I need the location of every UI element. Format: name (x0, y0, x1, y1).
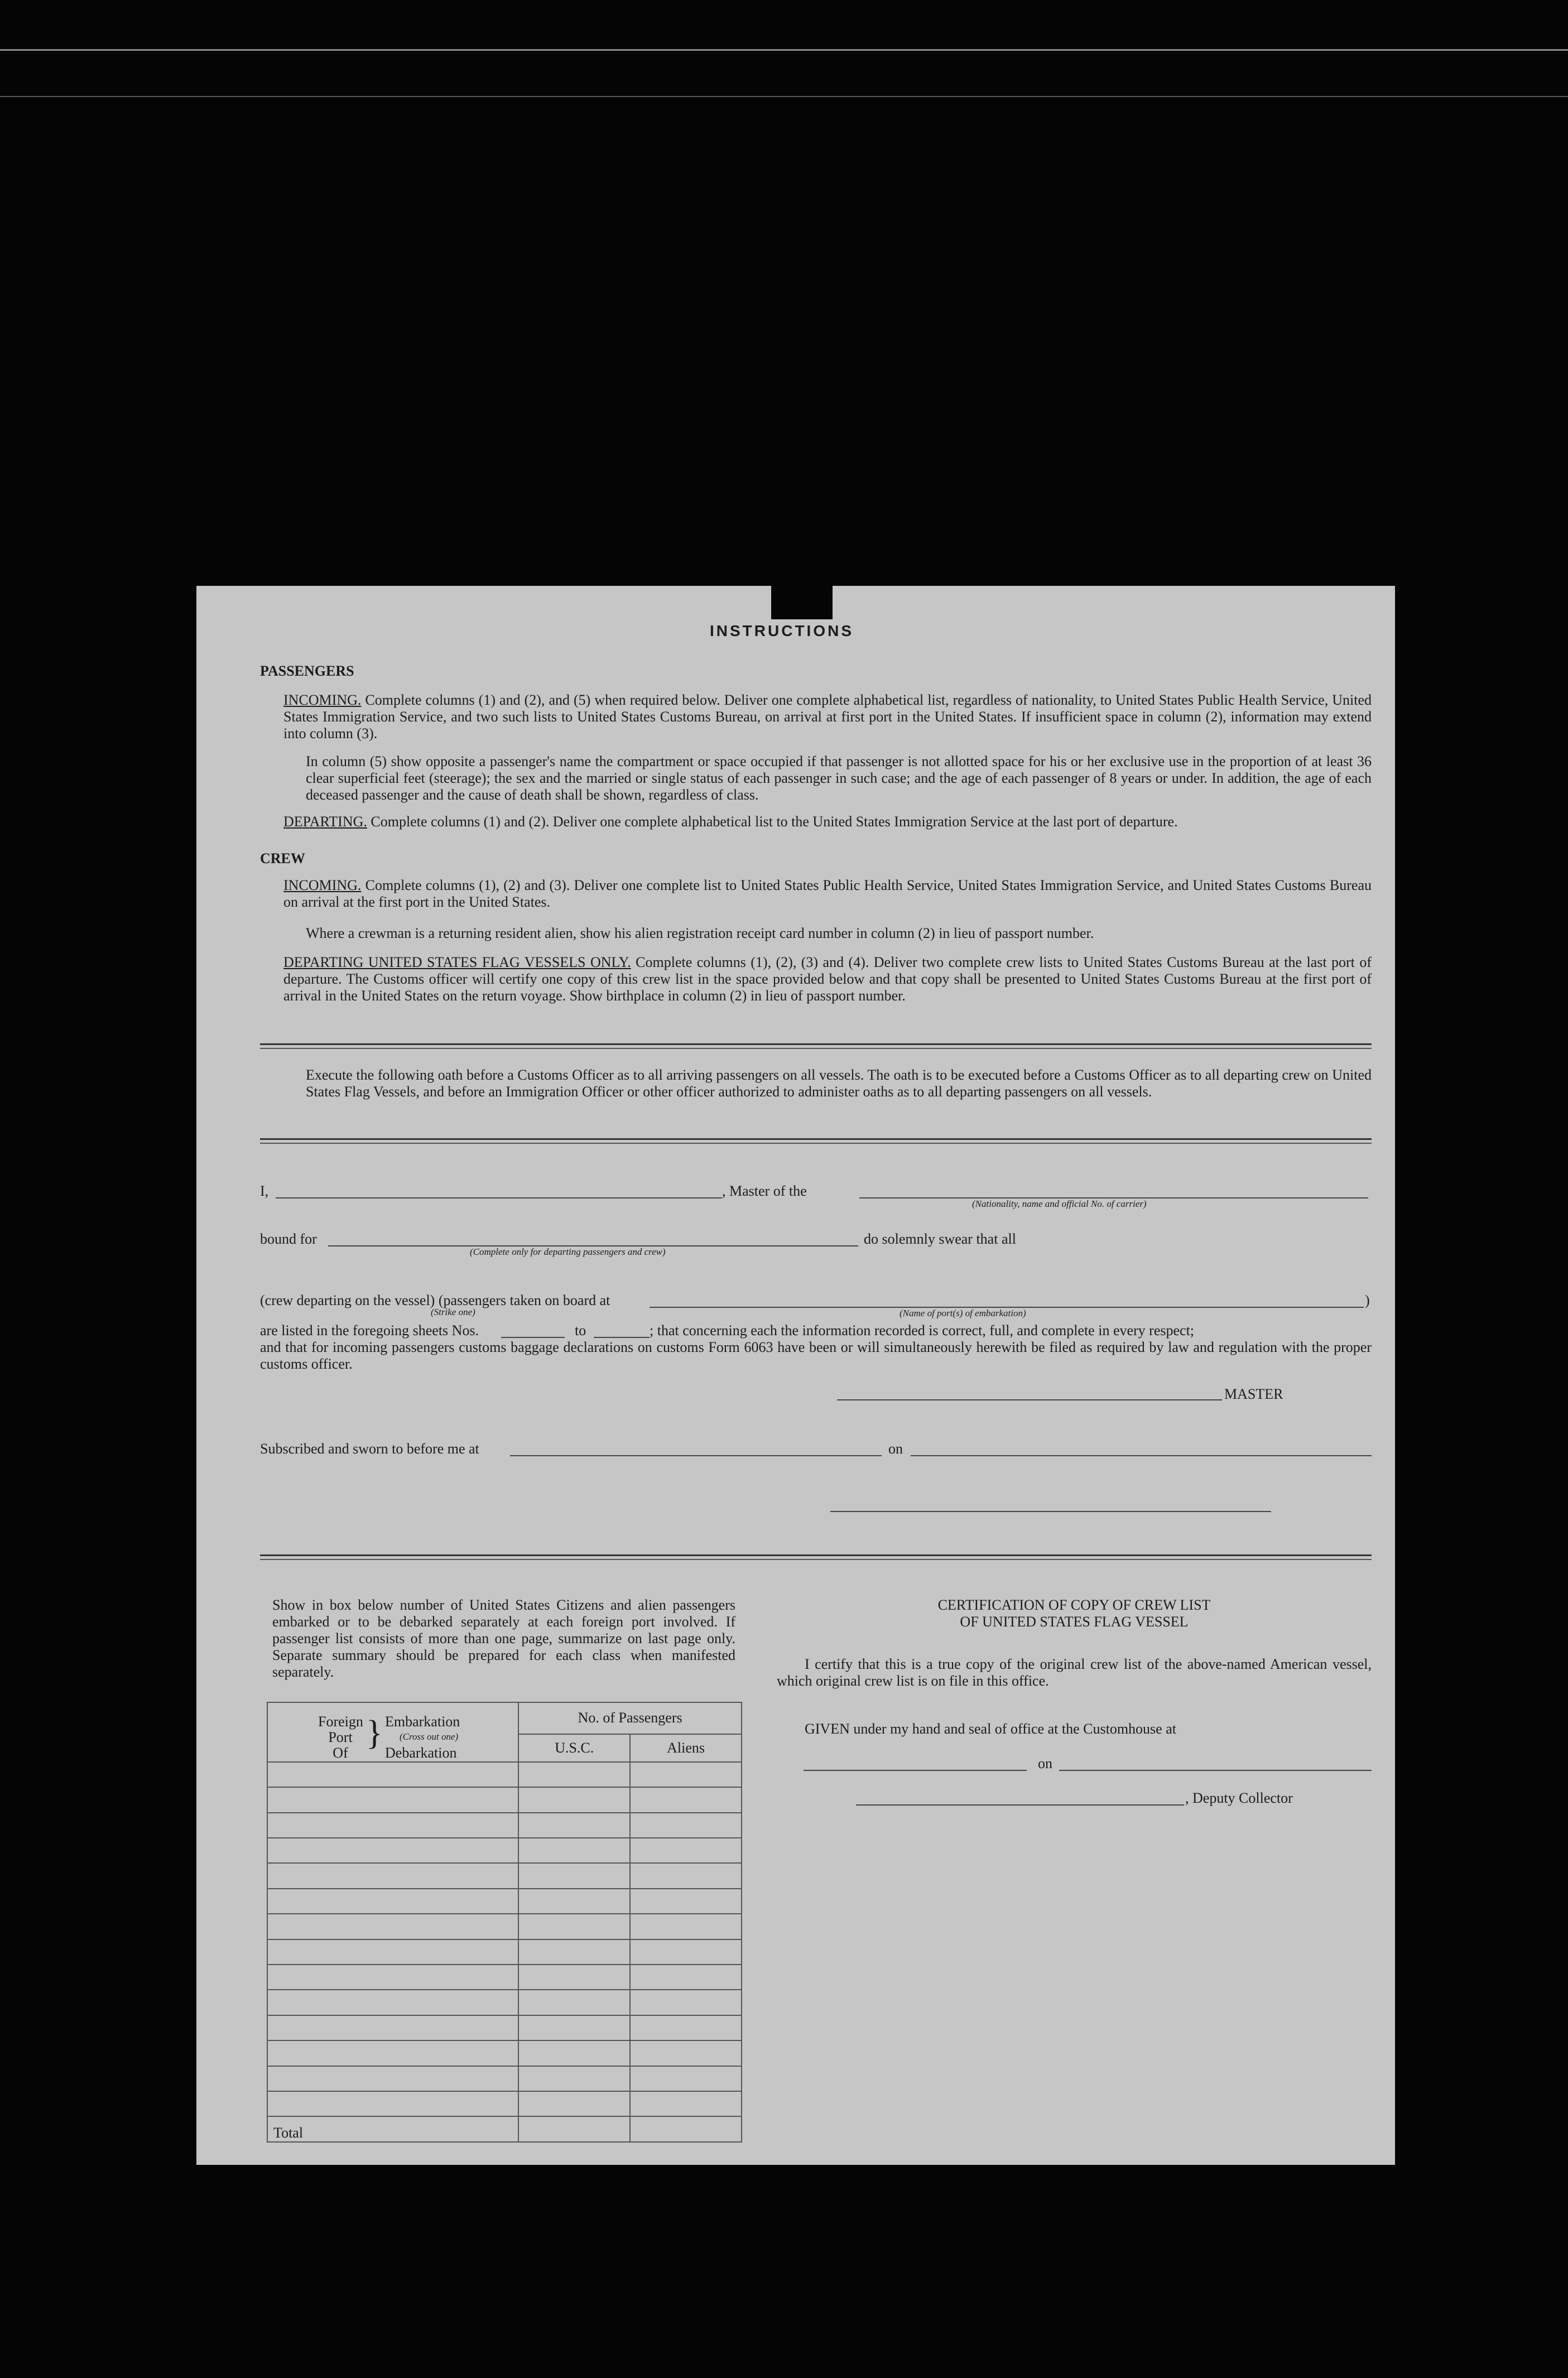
total-label: Total (267, 2116, 518, 2142)
table-row (267, 1787, 742, 1812)
usc-cell[interactable] (518, 1939, 630, 1965)
flag-vessels-label: DEPARTING UNITED STATES FLAG VESSELS ONLY. (283, 954, 631, 970)
no-of-passengers-header: No. of Passengers (518, 1702, 742, 1734)
listed-continuation: and that for incoming passengers customs baggage declarations on customs Form 6063 have been or will simultaneously herewith be filed as required by law and regulation with the proper customs officer. (260, 1339, 1372, 1372)
aliens-cell[interactable] (630, 2091, 742, 2116)
table-row (267, 1965, 742, 1990)
usc-cell[interactable] (518, 1762, 630, 1787)
departing-text: Complete columns (1) and (2). Deliver one complete alphabetical list to the United States Immigration Service at the last port of departure. (371, 813, 1178, 830)
table-row (267, 1990, 742, 2015)
usc-cell[interactable] (518, 2091, 630, 2116)
aliens-cell[interactable] (630, 1990, 742, 2015)
aliens-cell[interactable] (630, 2015, 742, 2040)
aliens-cell[interactable] (630, 1939, 742, 1965)
listed-to: to (575, 1322, 586, 1339)
section-divider (260, 1559, 1372, 1560)
section-divider (260, 1554, 1372, 1556)
table-row (267, 1914, 742, 1939)
departing-label: DEPARTING. (283, 813, 367, 830)
aliens-cell[interactable] (630, 1965, 742, 1990)
table-row (267, 1863, 742, 1888)
passengers-departing-paragraph (283, 813, 1372, 830)
usc-cell[interactable] (518, 1914, 630, 1939)
flag-vessels-text: Complete columns (1), (2), (3) and (4). Deliver two complete crew lists to United States Customs Bureau at the last port of departure. The Customs officer will certify one copy of this crew list in the space provided below and that copy shall be presented to United States Customs Bureau at the first port of arrival in the United States on the return voyage. Show birthplace in column (2) in lieu of passport number. (283, 954, 1372, 1004)
usc-cell[interactable] (518, 1889, 630, 1914)
usc-cell[interactable] (518, 2040, 630, 2066)
table-row (267, 1813, 742, 1838)
deputy-signature-field[interactable] (856, 1804, 1184, 1806)
listed-prefix: are listed in the foregoing sheets Nos. (260, 1322, 479, 1339)
port-cell[interactable] (267, 2040, 518, 2066)
crew-incoming-text: Complete columns (1), (2) and (3). Deliver one complete list to United States Public Health Service, United States Immigration Service, and United States Customs Bureau on arrival at the first port in the United States. (283, 877, 1372, 910)
sworn-on-label: on (888, 1441, 903, 1457)
oath-intro-paragraph: Execute the following oath before a Customs Officer as to all arriving passengers on all vessels. The oath is to be executed before a Customs Officer as to all departing crew on United States Flag Vessels, and before an Immigration Officer or other officer authorized to administer oaths as to all departing passengers on all vessels. (306, 1067, 1372, 1100)
usc-cell[interactable] (518, 1813, 630, 1838)
port-cell[interactable] (267, 1813, 518, 1838)
close-paren: ) (1365, 1292, 1370, 1308)
aliens-cell[interactable] (630, 2066, 742, 2091)
strike-one-caption: (Strike one) (431, 1307, 475, 1317)
table-row (267, 1762, 742, 1787)
master-of-label: , Master of the (722, 1183, 807, 1199)
crew-incoming-label: INCOMING. (283, 877, 362, 893)
incoming-label: INCOMING. (283, 692, 362, 708)
oath-i-label: I, (260, 1183, 269, 1199)
passengers-heading: PASSENGERS (260, 663, 354, 679)
usc-total-cell[interactable] (518, 2116, 630, 2142)
passengers-incoming-paragraph (283, 692, 1372, 742)
master-signature-field[interactable] (837, 1399, 1222, 1400)
certification-text: I certify that this is a true copy of the original crew list of the above-named American vessel, which original crew list is on file in this office. (777, 1656, 1372, 1689)
table-row (267, 2015, 742, 2040)
crew-heading: CREW (260, 850, 305, 867)
port-label: Port (328, 1729, 353, 1746)
usc-cell[interactable] (518, 2066, 630, 2091)
summary-note: Show in box below number of United States Citizens and alien passengers embarked or to be debarked separately at each foreign port involved. If passenger list consists of more than one page, summarize on last page only. Separate summary should be prepared for each class when manifested separately. (272, 1597, 735, 1680)
port-cell[interactable] (267, 1965, 518, 1990)
section-divider (260, 1048, 1372, 1049)
port-cell[interactable] (267, 1939, 518, 1965)
port-cell[interactable] (267, 2091, 518, 2116)
port-cell[interactable] (267, 1914, 518, 1939)
deputy-collector-label: , Deputy Collector (1185, 1790, 1293, 1806)
usc-header: U.S.C. (518, 1734, 630, 1762)
usc-cell[interactable] (518, 2015, 630, 2040)
certification-title-line1: CERTIFICATION OF COPY OF CREW LIST (937, 1597, 1211, 1613)
aliens-cell[interactable] (630, 1762, 742, 1787)
bound-for-label: bound for (260, 1231, 317, 1247)
table-row (267, 2091, 742, 2116)
port-caption: (Name of port(s) of embarkation) (900, 1308, 1026, 1318)
embarkation-label: Embarkation (385, 1713, 460, 1730)
table-row (267, 2066, 742, 2091)
port-cell[interactable] (267, 1863, 518, 1888)
sheet-to-field[interactable] (594, 1337, 650, 1338)
subscribed-label: Subscribed and sworn to before me at (260, 1441, 479, 1457)
certification-date-field[interactable] (1059, 1770, 1372, 1771)
nationality-caption: (Nationality, name and official No. of carrier) (972, 1198, 1147, 1209)
resident-alien-paragraph: Where a crewman is a returning resident alien, show his alien registration receipt card number in column (2) in lieu of passport number. (306, 925, 1094, 941)
swear-label: do solemnly swear that all (864, 1231, 1016, 1247)
aliens-header: Aliens (630, 1734, 742, 1762)
of-label: Of (333, 1745, 348, 1761)
flag-vessels-paragraph (283, 954, 1372, 1004)
crew-departing-label: (crew departing on the vessel) (passengers taken on board at (260, 1292, 610, 1308)
port-cell[interactable] (267, 2066, 518, 2091)
aliens-cell[interactable] (630, 1863, 742, 1888)
usc-cell[interactable] (518, 1863, 630, 1888)
sworn-place-field[interactable] (510, 1455, 882, 1456)
aliens-cell[interactable] (630, 1813, 742, 1838)
cross-out-caption: (Cross out one) (400, 1731, 459, 1742)
officer-signature-field[interactable] (830, 1511, 1271, 1512)
table-row (267, 1939, 742, 1965)
aliens-cell[interactable] (630, 2040, 742, 2066)
page-clip-shadow (771, 580, 833, 619)
port-cell[interactable] (267, 1762, 518, 1787)
aliens-cell[interactable] (630, 1787, 742, 1812)
column5-paragraph: In column (5) show opposite a passenger's name the compartment or space occupied if that passenger is not allotted space for his or her exclusive use in the proportion of at least 36 clear superficial feet (steerage); the sex and the married or single status of each passenger in such case; and the age of each passenger of 8 years or under. In addition, the age of each deceased passenger and the cause of death shall be shown, regardless of class. (306, 753, 1372, 803)
section-divider (260, 1138, 1372, 1140)
table-row (267, 1838, 742, 1863)
incoming-text: Complete columns (1) and (2), and (5) when required below. Deliver one complete alphabetical list, regardless of nationality, to United States Public Health Service, United States Immigration Service, and two such lists to United States Customs Bureau, on arrival at first port in the United States. If insufficient space in column (2), information may extend into column (3). (283, 692, 1372, 742)
listed-suffix: ; that concerning each the information recorded is correct, full, and complete in every respect; (650, 1322, 1195, 1339)
sworn-date-field[interactable] (911, 1455, 1372, 1456)
bound-for-caption: (Complete only for departing passengers and crew) (470, 1246, 666, 1257)
foreign-label: Foreign (318, 1713, 363, 1730)
master-label: MASTER (1224, 1386, 1283, 1402)
aliens-cell[interactable] (630, 1838, 742, 1863)
aliens-total-cell[interactable] (630, 2116, 742, 2142)
aliens-cell[interactable] (630, 1914, 742, 1939)
crew-incoming-paragraph (283, 877, 1372, 911)
port-cell[interactable] (267, 2015, 518, 2040)
film-edge-line (0, 49, 1568, 51)
passenger-summary-table (267, 1702, 742, 2143)
debarkation-label: Debarkation (385, 1745, 457, 1761)
section-divider (260, 1143, 1372, 1144)
port-cell[interactable] (267, 1990, 518, 2015)
table-row (267, 1889, 742, 1914)
section-divider (260, 1043, 1372, 1045)
sheet-from-field[interactable] (501, 1337, 565, 1338)
certification-title-line2: OF UNITED STATES FLAG VESSEL (960, 1614, 1189, 1630)
certification-on-label: on (1038, 1755, 1052, 1772)
aliens-cell[interactable] (630, 1889, 742, 1914)
certification-given: GIVEN under my hand and seal of office at the Customhouse at (805, 1721, 1176, 1737)
instructions-title: INSTRUCTIONS (710, 622, 854, 639)
usc-cell[interactable] (518, 1787, 630, 1812)
master-name-field[interactable] (276, 1197, 722, 1198)
usc-cell[interactable] (518, 1838, 630, 1863)
document-page (196, 586, 1395, 2165)
film-edge-line (0, 96, 1568, 97)
table-row (267, 2040, 742, 2066)
customhouse-field[interactable] (804, 1770, 1027, 1771)
usc-cell[interactable] (518, 1965, 630, 1990)
port-cell[interactable] (267, 1889, 518, 1914)
port-cell[interactable] (267, 1838, 518, 1863)
port-header-cell (267, 1702, 518, 1762)
total-row (267, 2116, 742, 2142)
brace-glyph: } (366, 1714, 383, 1753)
port-cell[interactable] (267, 1787, 518, 1812)
usc-cell[interactable] (518, 1990, 630, 2015)
